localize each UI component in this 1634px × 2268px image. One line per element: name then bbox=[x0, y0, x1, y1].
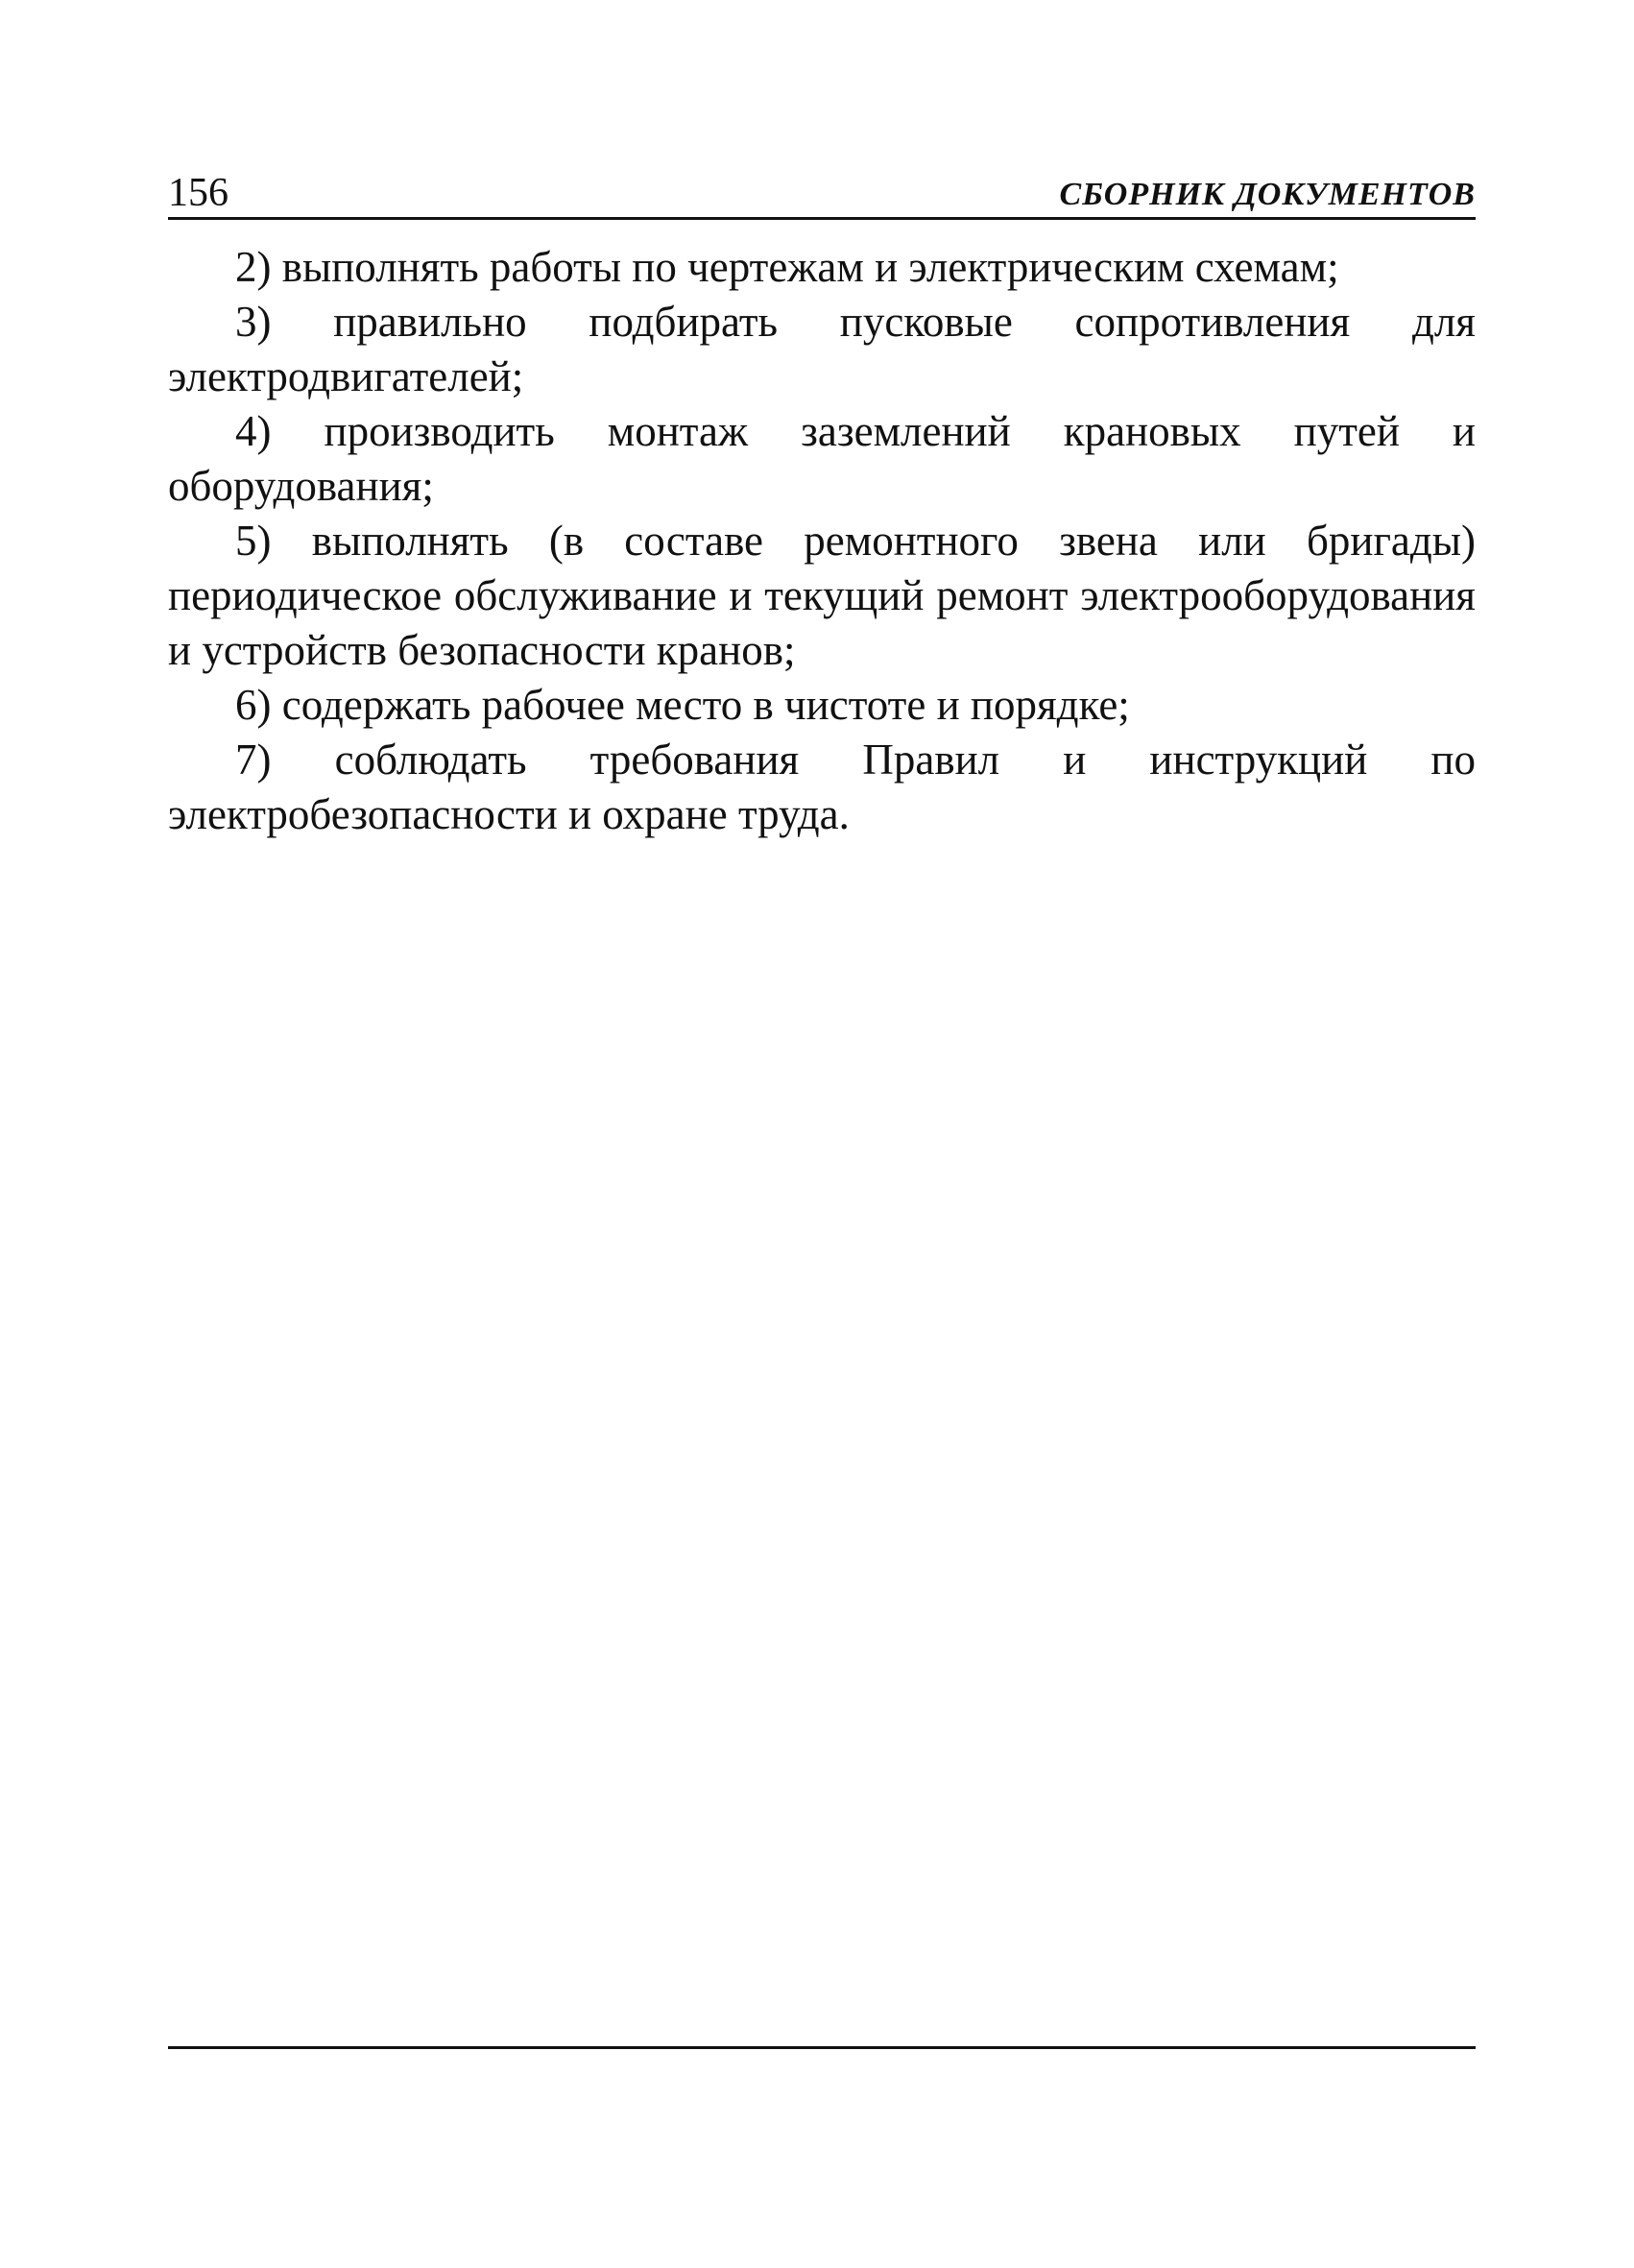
list-item: 4) производить монтаж заземлений крановых путей и оборудования; bbox=[168, 407, 1476, 510]
list-item: 3) правильно подбирать пусковые сопротивления для электродвигателей; bbox=[168, 298, 1476, 400]
list-item: 6) содержать рабочее место в чистоте и порядке; bbox=[235, 681, 1130, 729]
footer-rule bbox=[168, 2046, 1476, 2049]
page-header bbox=[168, 165, 1476, 220]
list-item: 2) выполнять работы по чертежам и электрическим схемам; bbox=[235, 243, 1339, 291]
list-item: 5) выполнять (в составе ремонтного звена или бригады) периодическое обслуживание и текущий ремонт электрооборудования и устройств безопасности кранов; bbox=[168, 517, 1476, 674]
page-number: 156 bbox=[168, 171, 228, 215]
running-title: СБОРНИК ДОКУМЕНТОВ bbox=[1059, 177, 1476, 212]
list-item: 7) соблюдать требования Правил и инструкций по электробезопасности и охране труда. bbox=[168, 736, 1476, 838]
body-text bbox=[168, 240, 1476, 842]
